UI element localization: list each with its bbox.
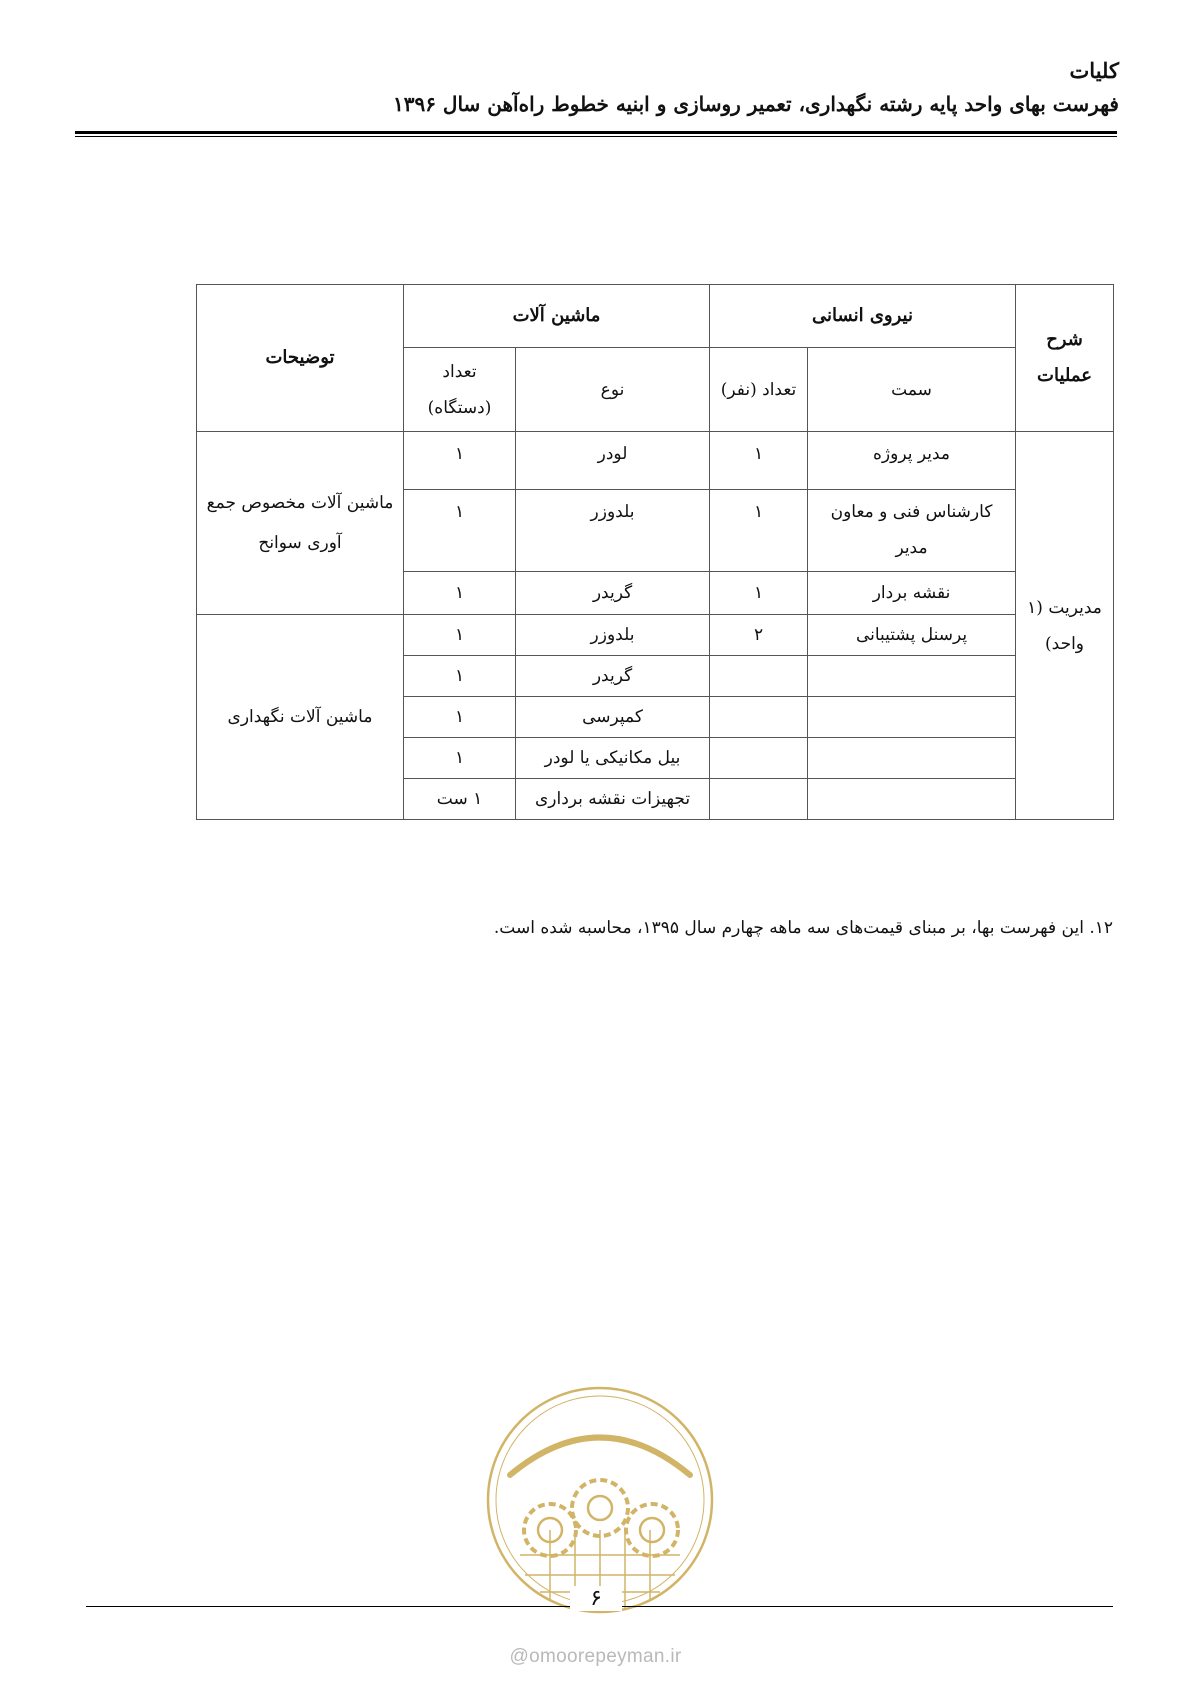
header-position: سمت — [808, 348, 1016, 432]
header-type: نوع — [516, 348, 710, 432]
page-number: ۶ — [570, 1586, 622, 1611]
people-cell: ۲ — [710, 615, 808, 656]
position-cell — [808, 738, 1016, 779]
type-cell: بلدوزر — [516, 490, 710, 572]
page-header — [72, 56, 1119, 122]
count-cell: ۱ — [404, 615, 516, 656]
count-cell: ۱ — [404, 738, 516, 779]
people-cell — [710, 738, 808, 779]
header-notes: توضیحات — [197, 285, 404, 432]
people-cell: ۱ — [710, 572, 808, 615]
position-cell — [808, 779, 1016, 820]
header-device-count: تعداد (دستگاه) — [404, 348, 516, 432]
position-cell: کارشناس فنی و معاون مدیر — [808, 490, 1016, 572]
position-cell: نقشه بردار — [808, 572, 1016, 615]
people-cell: ۱ — [710, 490, 808, 572]
notes-cell: ماشین آلات نگهداری — [197, 615, 404, 820]
type-cell: لودر — [516, 432, 710, 490]
header-rule-thin — [75, 136, 1117, 137]
people-cell — [710, 779, 808, 820]
management-resources-table — [196, 284, 1114, 820]
people-cell — [710, 697, 808, 738]
type-cell: کمپرسی — [516, 697, 710, 738]
header-people-count: تعداد (نفر) — [710, 348, 808, 432]
footnote-12: ۱۲. این فهرست بها، بر مبنای قیمت‌های سه ماهه چهارم سال ۱۳۹۵، محاسبه شده است. — [493, 918, 1113, 938]
count-cell: ۱ — [404, 490, 516, 572]
header-operation: شرح عملیات — [1016, 285, 1114, 432]
count-cell: ۱ ست — [404, 779, 516, 820]
header-machinery: ماشین آلات — [404, 285, 710, 348]
operation-cell: مدیریت (۱ واحد) — [1016, 432, 1114, 820]
people-cell — [710, 656, 808, 697]
position-cell — [808, 656, 1016, 697]
count-cell: ۱ — [404, 656, 516, 697]
document-title: فهرست بهای واحد پایه رشته نگهداری، تعمیر روسازی و ابنیه خطوط راه‌آهن سال ۱۳۹۶ — [393, 92, 1119, 116]
position-cell: پرسنل پشتیبانی — [808, 615, 1016, 656]
type-cell: بیل مکانیکی یا لودر — [516, 738, 710, 779]
header-workforce: نیروی انسانی — [710, 285, 1016, 348]
omoor-peyman-seal — [480, 1380, 720, 1620]
website-watermark: @omoorepeyman.ir — [509, 1646, 682, 1667]
notes-cell: ماشین آلات مخصوص جمع آوری سوانح — [197, 432, 404, 615]
table-row — [197, 432, 1114, 490]
count-cell: ۱ — [404, 432, 516, 490]
position-cell — [808, 697, 1016, 738]
people-cell: ۱ — [710, 432, 808, 490]
count-cell: ۱ — [404, 572, 516, 615]
type-cell: گریدر — [516, 656, 710, 697]
count-cell: ۱ — [404, 697, 516, 738]
section-title: کلیات — [1069, 58, 1119, 83]
table-row — [197, 615, 1114, 656]
type-cell: بلدوزر — [516, 615, 710, 656]
position-cell: مدیر پروژه — [808, 432, 1016, 490]
type-cell: گریدر — [516, 572, 710, 615]
header-rule-thick — [75, 131, 1117, 134]
type-cell: تجهیزات نقشه برداری — [516, 779, 710, 820]
